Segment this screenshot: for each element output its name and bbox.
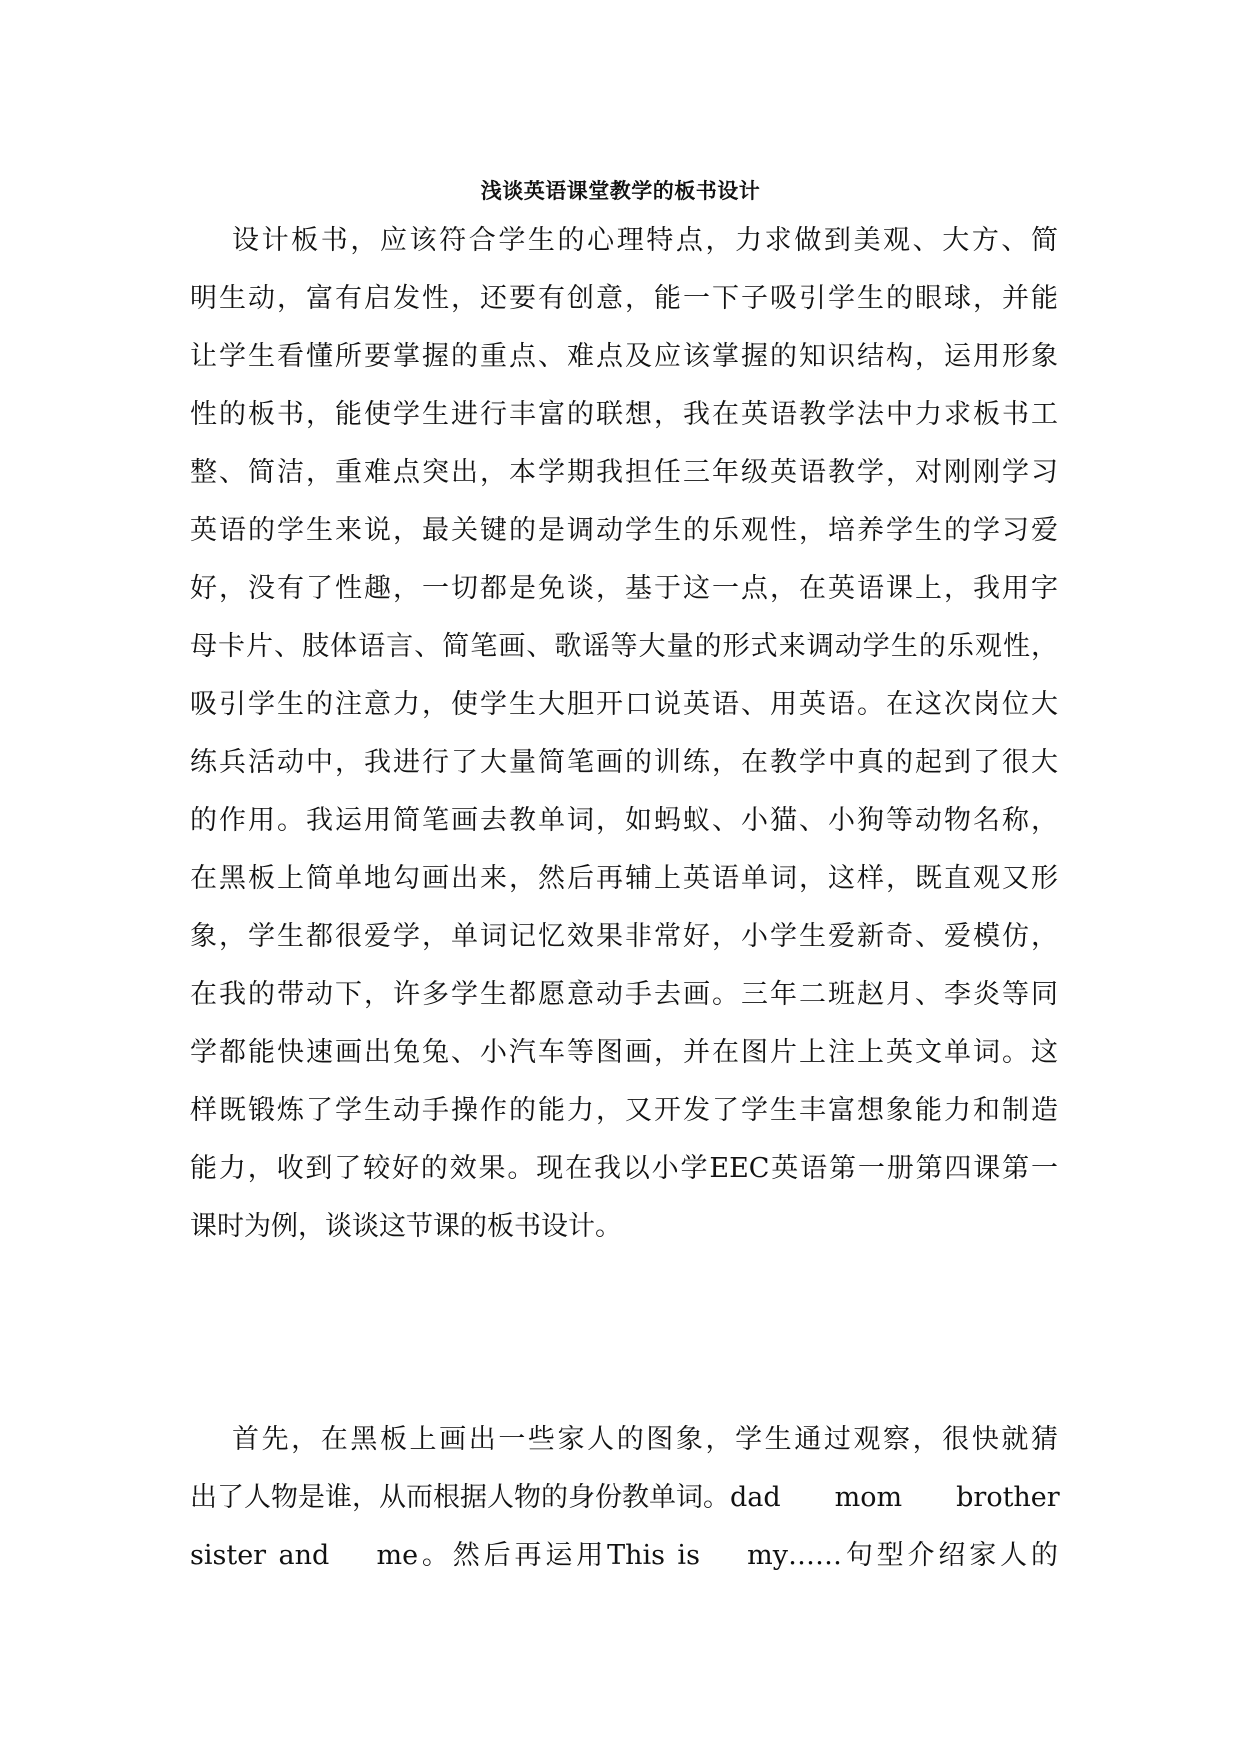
text-line: 的作用。我运用简笔画去教单词，如蚂蚁、小猫、小狗等动物名称， xyxy=(190,805,1058,836)
text-line: 英语的学生来说，最关键的是调动学生的乐观性，培养学生的学习爱 xyxy=(190,515,1058,546)
document-title: 浅谈英语课堂教学的板书设计 xyxy=(480,178,761,203)
text-line: 性的板书，能使学生进行丰富的联想，我在英语教学法中力求板书工 xyxy=(190,399,1058,430)
text-line: 样既锻炼了学生动手操作的能力，又开发了学生丰富想象能力和制造 xyxy=(190,1095,1058,1126)
text-line: 整、简洁，重难点突出，本学期我担任三年级英语教学，对刚刚学习 xyxy=(190,457,1058,488)
text-line: sister and me。然后再运用This is my……句型介绍家人的 xyxy=(190,1540,1058,1571)
text-line: 首先，在黑板上画出一些家人的图象，学生通过观察，很快就猜 xyxy=(232,1424,1058,1455)
text-line: 吸引学生的注意力，使学生大胆开口说英语、用英语。在这次岗位大 xyxy=(190,689,1058,720)
text-line: 设计板书，应该符合学生的心理特点，力求做到美观、大方、简 xyxy=(232,225,1058,256)
text-line: 学都能快速画出兔兔、小汽车等图画，并在图片上注上英文单词。这 xyxy=(190,1037,1058,1068)
text-line: 明生动，富有启发性，还要有创意，能一下子吸引学生的眼球，并能 xyxy=(190,283,1058,314)
text-line: 练兵活动中，我进行了大量简笔画的训练，在教学中真的起到了很大 xyxy=(190,747,1058,778)
text-line: 母卡片、肢体语言、简笔画、歌谣等大量的形式来调动学生的乐观性， xyxy=(190,631,1058,662)
text-line: 课时为例，谈谈这节课的板书设计。 xyxy=(190,1211,622,1242)
text-line: 能力，收到了较好的效果。现在我以小学EEC英语第一册第四课第一 xyxy=(190,1153,1058,1184)
text-line: 出了人物是谁，从而根据人物的身份教单词。dad mom brother xyxy=(190,1482,1060,1513)
text-line: 象，学生都很爱学，单词记忆效果非常好，小学生爱新奇、爱模仿， xyxy=(190,921,1058,952)
text-line: 在黑板上简单地勾画出来，然后再辅上英语单词，这样，既直观又形 xyxy=(190,863,1058,894)
text-line: 好，没有了性趣，一切都是免谈，基于这一点，在英语课上，我用字 xyxy=(190,573,1058,604)
text-line: 让学生看懂所要掌握的重点、难点及应该掌握的知识结构，运用形象 xyxy=(190,341,1058,372)
text-line: 在我的带动下，许多学生都愿意动手去画。三年二班赵月、李炎等同 xyxy=(190,979,1058,1010)
